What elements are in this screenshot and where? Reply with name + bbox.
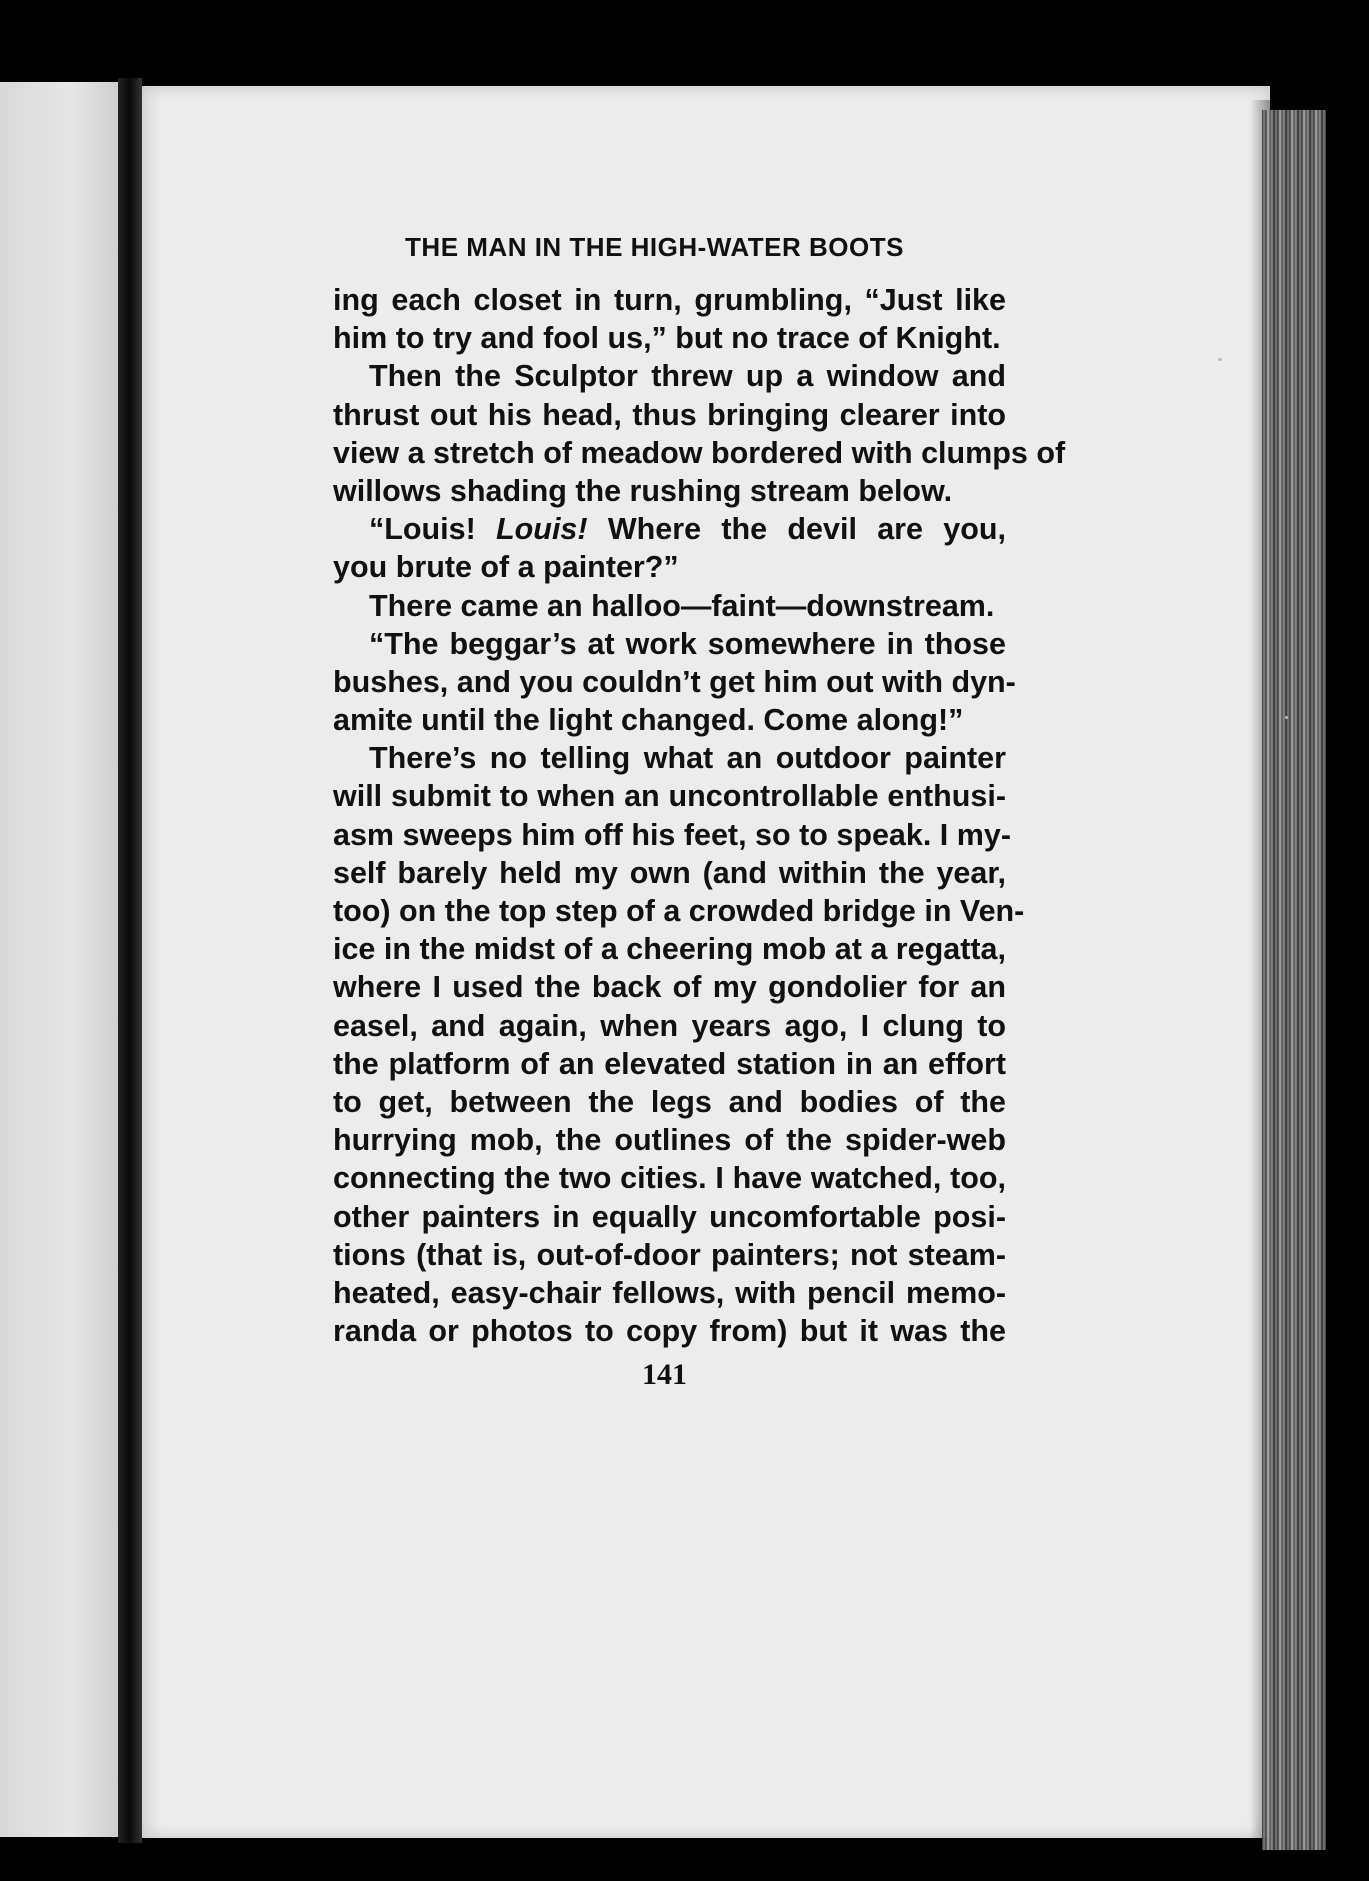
text-line: hurrying mob, the outlines of the spider-web <box>333 1123 1006 1158</box>
text-line: “The beggar’s at work somewhere in those <box>369 626 1006 661</box>
text-line: tions (that is, out-of-door painters; not steam- <box>333 1237 1006 1272</box>
facing-page-edge <box>0 82 118 1837</box>
text-line: randa or photos to copy from) but it was the <box>333 1314 1006 1349</box>
text-line: will submit to when an uncontrollable enthusi- <box>333 779 1006 814</box>
text-line: asm sweeps him off his feet, so to speak. I my- <box>333 817 1011 852</box>
text-line: ice in the midst of a cheering mob at a regatta, <box>333 932 1006 967</box>
text-line: Then the Sculptor threw up a window and <box>369 359 1006 394</box>
text-line: connecting the two cities. I have watched, too, <box>333 1161 1006 1196</box>
text-line: heated, easy-chair fellows, with pencil memo- <box>333 1275 1006 1310</box>
page-number: 141 <box>642 1358 687 1392</box>
text-line <box>333 510 1006 548</box>
text-line: easel, and again, when years ago, I clung to <box>333 1008 1006 1043</box>
page-stack-edges <box>1262 110 1326 1850</box>
running-head: THE MAN IN THE HIGH-WATER BOOTS <box>405 232 904 262</box>
text-run: “Louis! <box>369 512 497 547</box>
text-line: you brute of a painter?” <box>333 550 679 585</box>
text-line: There came an halloo—faint—downstream. <box>369 588 995 623</box>
text-run: Where the devil are you, <box>587 512 1007 547</box>
text-line: bushes, and you couldn’t get him out with dyn- <box>333 664 1016 699</box>
text-line: too) on the top step of a crowded bridge in Ven- <box>333 894 1025 928</box>
text-line: the platform of an elevated station in an effort <box>333 1046 1006 1081</box>
text-line: other painters in equally uncomfortable posi- <box>333 1199 1006 1234</box>
scan-speck <box>1285 716 1288 719</box>
text-line: where I used the back of my gondolier for an <box>333 970 1006 1005</box>
text-line: amite until the light changed. Come along!” <box>333 703 964 738</box>
scan-speck <box>1218 358 1222 361</box>
body-lines <box>333 281 1066 1350</box>
text-line: There’s no telling what an outdoor painter <box>369 741 1006 776</box>
book-gutter <box>118 78 142 1843</box>
page-text <box>333 232 1066 1392</box>
text-line: self barely held my own (and within the year, <box>333 855 1006 890</box>
italic-text: Louis! <box>496 512 588 547</box>
text-line: to get, between the legs and bodies of the <box>333 1084 1006 1119</box>
text-line: view a stretch of meadow bordered with clumps of <box>333 435 1066 470</box>
text-line: willows shading the rushing stream below. <box>333 473 953 508</box>
text-line: ing each closet in turn, grumbling, “Just like <box>333 283 1006 317</box>
text-line: him to try and fool us,” but no trace of Knight. <box>333 321 1001 356</box>
text-line: thrust out his head, thus bringing clearer into <box>333 397 1006 432</box>
